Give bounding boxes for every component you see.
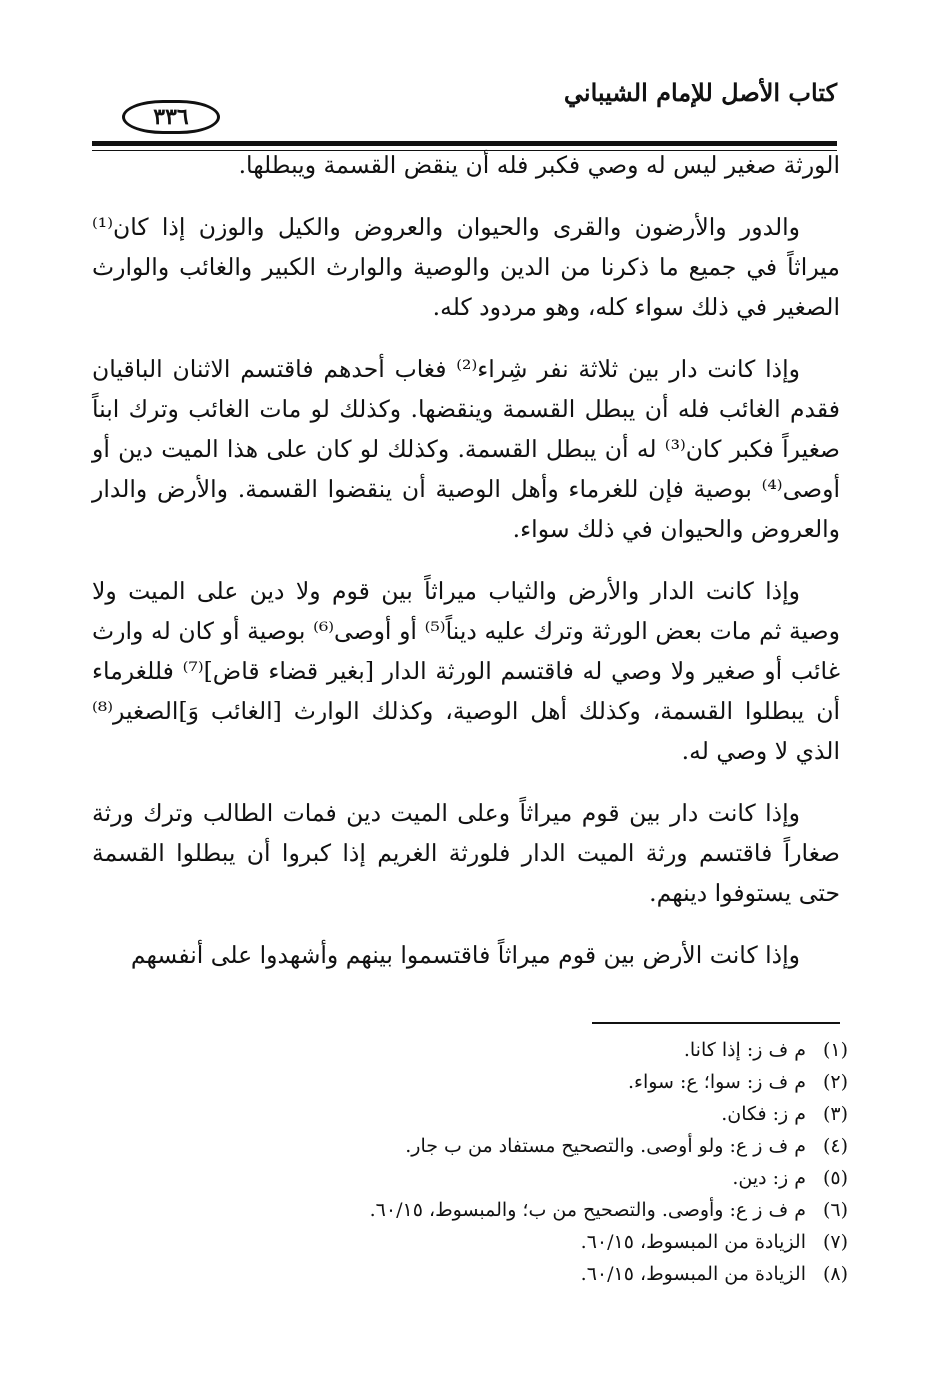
footnotes-list bbox=[92, 1034, 848, 1290]
footnote-number: (٤) bbox=[822, 1135, 848, 1157]
footnote-text: م ف ز ع: وأوصى. والتصحيح من ب؛ والمبسوط، ٦٠/١٥. bbox=[369, 1199, 806, 1221]
footnote bbox=[92, 1226, 848, 1258]
footnote-text: الزيادة من المبسوط، ٦٠/١٥. bbox=[580, 1231, 806, 1253]
paragraph: الورثة صغير ليس له وصي فكبر فله أن ينقض القسمة ويبطلها. bbox=[238, 151, 840, 179]
footnote-number: (٥) bbox=[822, 1167, 848, 1189]
page-number: ٣٣٦ bbox=[122, 100, 220, 134]
footnote bbox=[92, 1194, 848, 1226]
footnote bbox=[92, 1066, 848, 1098]
main-text bbox=[92, 145, 840, 997]
footnote-text: م ف ز: إذا كانا. bbox=[683, 1039, 806, 1061]
footnote bbox=[92, 1034, 848, 1066]
paragraph: وإذا كانت الأرض بين قوم ميراثاً فاقتسموا بينهم وأشهدوا على أنفسهم bbox=[130, 941, 800, 969]
footnote-text: م ز: فكان. bbox=[721, 1103, 806, 1125]
footnote bbox=[92, 1162, 848, 1194]
footnote-number: (٧) bbox=[822, 1231, 848, 1253]
page-number-ornament bbox=[92, 100, 837, 130]
paragraph: والدور والأرضون والقرى والحيوان والعروض والكيل والوزن إذا كان⁽¹⁾ ميراثاً في جميع ما ذكرنا من الدين والوصية والوارث الكبير والغائب والوارث الصغير في ذلك سواء كله، وهو مردود كله. bbox=[92, 213, 840, 321]
paragraph: وإذا كانت دار بين قوم ميراثاً وعلى الميت دين فمات الطالب وترك ورثة صغاراً فاقتسم ورثة الميت الدار فلورثة الغريم إذا كبروا أن يبطلوا القسمة حتى يستوفوا دينهم. bbox=[92, 799, 840, 907]
footnote-text: الزيادة من المبسوط، ٦٠/١٥. bbox=[580, 1263, 806, 1285]
footnote-separator bbox=[592, 1022, 840, 1024]
footnote-number: (٢) bbox=[822, 1071, 848, 1093]
footnote-number: (٦) bbox=[822, 1199, 848, 1221]
footnote bbox=[92, 1098, 848, 1130]
footnote-number: (٣) bbox=[822, 1103, 848, 1125]
footnote-number: (١) bbox=[822, 1039, 848, 1061]
footnote-number: (٨) bbox=[822, 1263, 848, 1285]
footnote-text: م ز: دين. bbox=[732, 1167, 806, 1189]
footnote-text: م ف ز ع: ولو أوصى. والتصحيح مستفاد من ب جار. bbox=[405, 1135, 806, 1157]
paragraph: وإذا كانت الدار والأرض والثياب ميراثاً بين قوم ولا دين على الميت ولا وصية ثم مات بعض الورثة وترك عليه ديناً⁽⁵⁾ أو أوصى⁽⁶⁾ بوصية أو كان له وارث غائب أو صغير ولا وصي له فاقتسم الورثة الدار [بغير قضاء قاض]⁽⁷⁾ فللغرماء أن يبطلوا القسمة، وكذلك أهل الوصية، وكذلك الوارث [الغائب وَ]الصغير⁽⁸⁾ الذي لا وصي له. bbox=[92, 577, 840, 765]
page-header bbox=[92, 70, 837, 130]
footnote bbox=[92, 1130, 848, 1162]
footnote bbox=[92, 1258, 848, 1290]
paragraph: وإذا كانت دار بين ثلاثة نفر شِراء⁽²⁾ فغاب أحدهم فاقتسم الاثنان الباقيان فقدم الغائب فله أن يبطل القسمة وينقضها. وكذلك لو مات الغائب وترك ابناً صغيراً فكبر كان⁽³⁾ له أن يبطل القسمة. وكذلك لو كان على هذا الميت دين أو أوصى⁽⁴⁾ بوصية فإن للغرماء وأهل الوصية أن ينقضوا القسمة. والأرض والدار والعروض والحيوان في ذلك سواء. bbox=[92, 355, 841, 543]
book-title: كتاب الأصل للإمام الشيباني bbox=[563, 78, 837, 107]
footnote-text: م ف ز: سوا؛ ع: سواء. bbox=[627, 1071, 806, 1093]
